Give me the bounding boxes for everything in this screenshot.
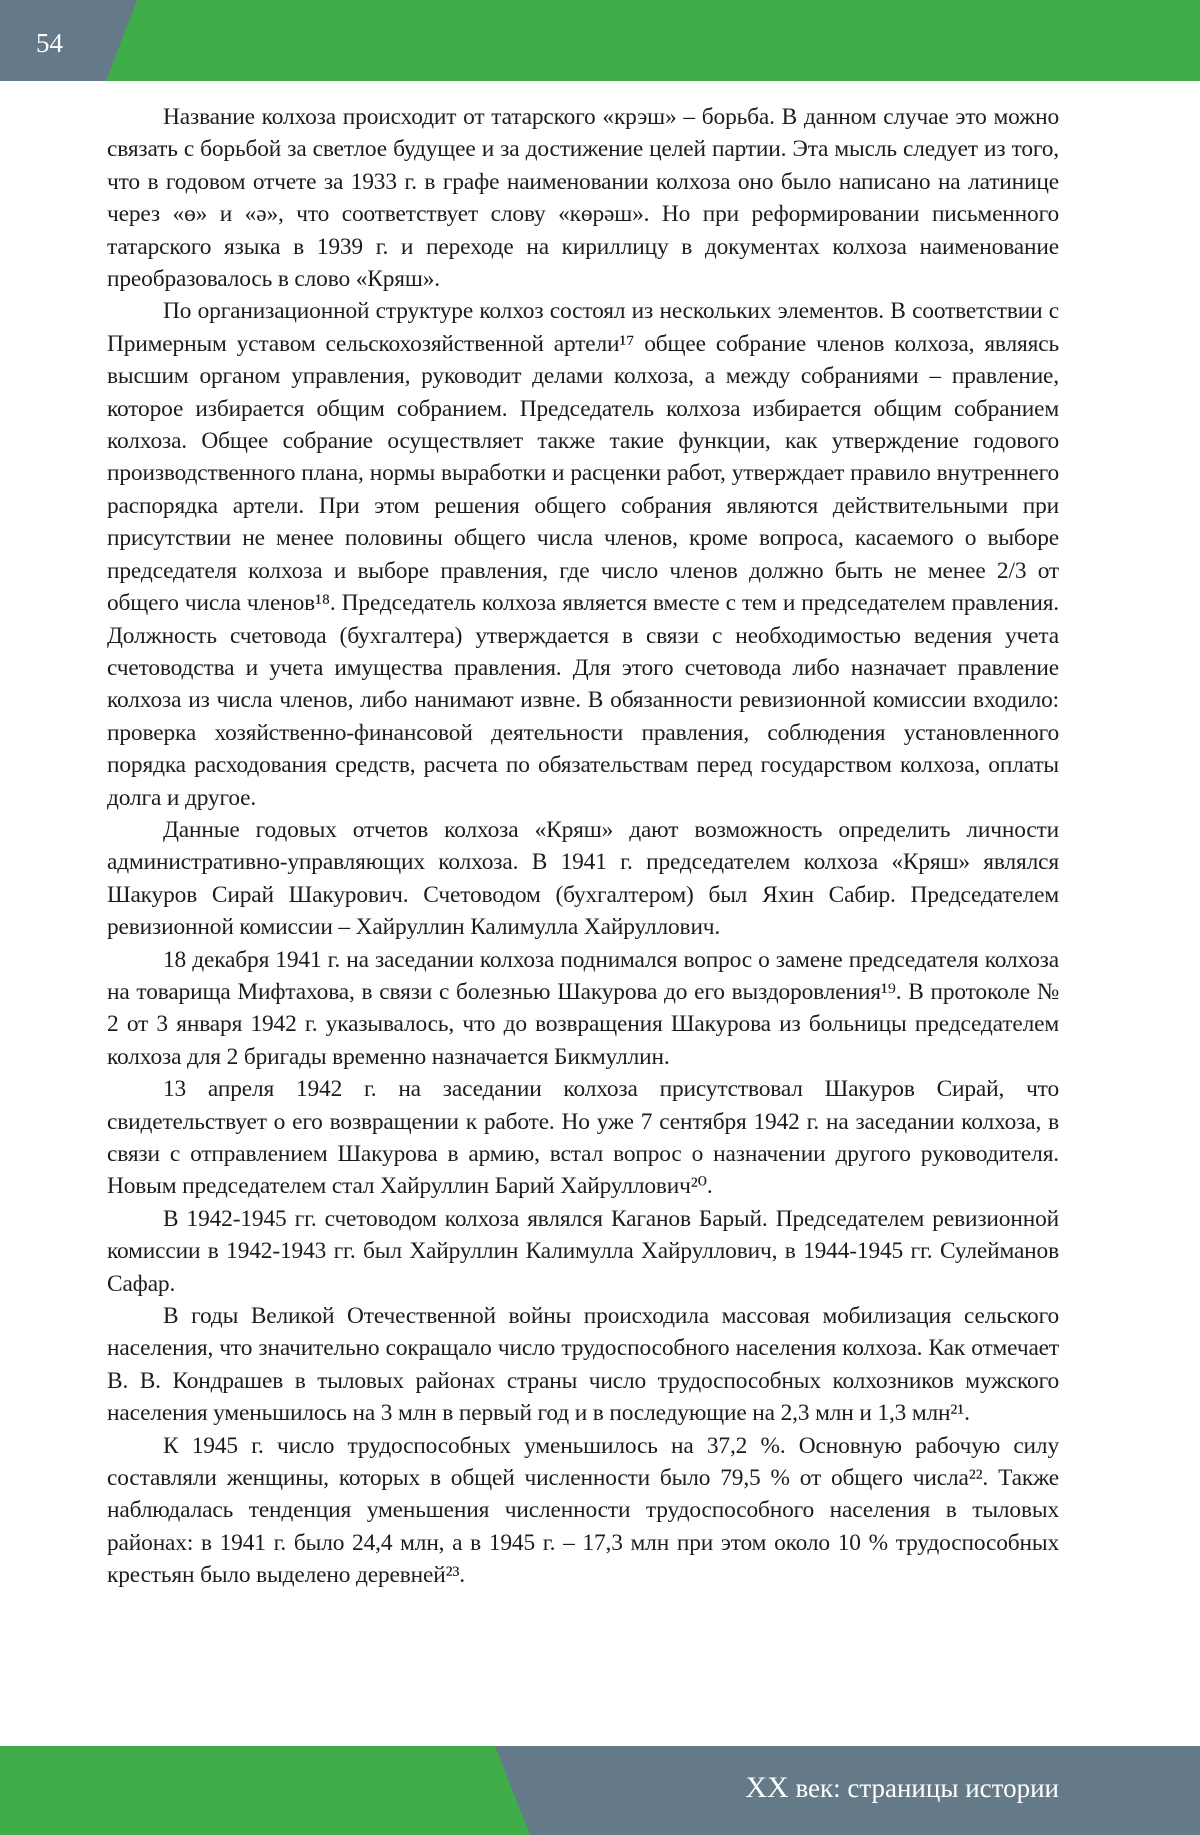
paragraph-1: Название колхоза происходит от татарского «крэш» – борьба. В данном случае это можно связать с борьбой за светлое будущее и за достижение целей партии. Эта мысль следует из того, что в годовом отчете за 1933 г. в графе наименовании колхоза оно было написано на латинице через «ө» и «ә», что соответствует слову «көрәш». Но при реформировании письменного татарского языка в 1939 г. и переходе на кириллицу в документах колхоза наименование преобразовалось в слово «Кряш». xyxy=(107,104,1059,293)
footer-series-roman: XX xyxy=(745,1771,789,1804)
paragraph-6: В 1942-1945 гг. счетоводом колхоза являлся Каганов Барый. Председателем ревизионной комиссии в 1942-1943 гг. был Хайруллин Калимулла Хайруллович, в 1944-1945 гг. Сулейманов Сафар. xyxy=(107,1205,1059,1297)
header-green-band xyxy=(0,0,1200,81)
paragraph-8: К 1945 г. число трудоспособных уменьшилось на 37,2 %. Основную рабочую силу составляли женщины, которых в общей численности было 79,5 % от общего числа²². Также наблюдалась тенденция уменьшения численности трудоспособного населения в тыловых районах: в 1941 г. было 24,4 млн, а в 1945 г. – 17,3 млн при этом около 10 % трудоспособных крестьян было выделено деревней²³. xyxy=(107,1432,1059,1589)
paragraph-3: Данные годовых отчетов колхоза «Кряш» дают возможность определить личности административно-управляющих колхоза. В 1941 г. председателем колхоза «Кряш» являлся Шакуров Сирай Шакурович. Счетоводом (бухгалтером) был Яхин Сабир. Председателем ревизионной комиссии – Хайруллин Калимулла Хайруллович. xyxy=(107,816,1059,941)
paragraph-4: 18 декабря 1941 г. на заседании колхоза поднимался вопрос о замене председателя колхоза на товарища Мифтахова, в связи с болезнью Шакурова до его выздоровления¹⁹. В протоколе № 2 от 3 января 1942 г. указывалось, что до возвращения Шакурова из больницы председателем колхоза для 2 бригады временно назначается Бикмуллин. xyxy=(107,946,1059,1070)
footer-series-title xyxy=(745,1770,1059,1806)
paragraph-7: В годы Великой Отечественной войны происходила массовая мобилизация сельского населения, что значительно сокращало число трудоспособного населения колхоза. Как отмечает В. В. Кондрашев в тыловых районах страны число трудоспособных колхозников мужского населения уменьшилось на 3 млн в первый год и в последующие на 2,3 млн и 1,3 млн²¹. xyxy=(107,1303,1059,1427)
article-body xyxy=(107,101,1059,1592)
footer-series-text: век: страницы истории xyxy=(788,1773,1059,1803)
paragraph-5: 13 апреля 1942 г. на заседании колхоза присутствовал Шакуров Сирай, что свидетельствует о его возвращении к работе. Но уже 7 сентября 1942 г. на заседании колхоза, в связи с отправлением Шакурова в армию, встал вопрос о назначении другого руководителя. Новым председателем стал Хайруллин Барий Хайруллович²⁰. xyxy=(107,1076,1059,1200)
paragraph-2: По организационной структуре колхоз состоял из нескольких элементов. В соответствии с Примерным уставом сельскохозяйственной артели¹⁷ общее собрание членов колхоза, являясь высшим органом управления, руководит делами колхоза, а между собраниями – правление, которое избирается общим собранием. Председатель колхоза избирается общим собранием колхоза. Общее собрание осуществляет также такие функции, как утверждение годового производственного плана, нормы выработки и расценки работ, утверждает правило внутреннего распорядка артели. При этом решения общего собрания являются действительными при присутствии не менее половины общего числа членов, кроме вопроса, касаемого о выборе председателя колхоза и выборе правления, где число членов должно быть не менее 2/3 от общего числа членов¹⁸. Председатель колхоза является вместе с тем и председателем правления. Должность счетовода (бухгалтера) утверждается в связи с необходимостью ведения учета счетоводства и учета имущества правления. Для этого счетовода либо назначает правление колхоза из числа членов, либо нанимают извне. В обязанности ревизионной комиссии входило: проверка хозяйственно-финансовой деятельности правления, соблюдения установленного порядка расходования средств, расчета по обязательствам перед государством колхоза, оплаты долга и другое. xyxy=(107,298,1059,811)
page-number: 54 xyxy=(36,28,63,58)
